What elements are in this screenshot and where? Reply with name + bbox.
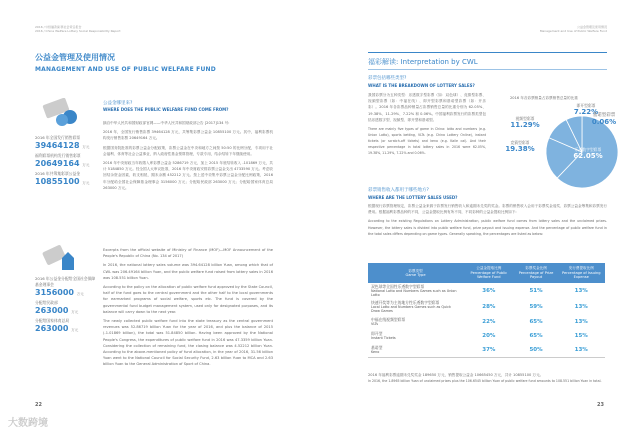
expense-pct: 13% [574, 304, 588, 310]
page-title-en: MANAGEMENT AND USE OF PUBLIC WELFARE FUND [35, 66, 216, 73]
col-game-type: 彩票类型 Game Type [368, 263, 463, 283]
game-type: 即开型 Instant Tickets [371, 331, 396, 340]
question-en: WHERE ARE THE LOTTERY SALES USED? [368, 195, 458, 200]
expense-pct: 15% [574, 333, 588, 339]
paras-zh: 摘自中华人民共和国财政部官网——中华人民共和国财政部公告 [2017]134 号: 2016 年，全国发行销售彩票 39464128 万元，共筹集彩票公益金 10855100 万元。其中，福利彩票机构发行销售彩票 20649164 万元。 根据国务院批准的彩票公益金分配政策，彩票公益金在中央和地方之间按 50:50 的比例分配，专项用于社会福利、体育等社会公益事业，纳入政府性基金预算管理，专款专用，结余结转下年继续使用。 2016 年中央财政当年收缴入库彩票公益金 5286719 万元，加上 2015 年底结转收入 -101869 万元，共计 5184850 万元。经全国人大审议批准，2016 年中央财政安排彩票公益金支出 4733590 万元。考虑收回结余资金因素，收支相抵，期末余额 452212 万元。按上述中央集中彩票公益金分配比例政策，2016 年分配给全国社会保障基金理事会 3156000 万元；分配给民政部 263000 万元；分配给国家体育总局 263000 万元。 [103, 121, 273, 190]
stats-1: 2016 年全国发行销售彩票 39464128 万元 福利彩票机构发行销售彩票 20649164 万元 2016 年共筹集彩票公益金 10855100 万元 [35, 135, 90, 186]
section-title: 福彩解读: Interpretation by CWL [368, 58, 478, 66]
footnote-en: In 2016, the 1.8965 billion Yuan of unclaimed prizes plus the 106.6545 billion Yuan of public welfare fund amounts to 108.551 billion Yuan in total. [368, 379, 602, 384]
document-house-icon [42, 244, 76, 274]
expense-pct: 13% [574, 319, 588, 325]
prize-pct: 59% [529, 304, 543, 310]
fund-pct: 36% [482, 288, 496, 294]
question-zh: 公益金哪里来? [103, 101, 133, 106]
running-header: 公益金管理及使用情况 Management and Use of Public Welfare Fund [539, 25, 607, 33]
game-type: 基诺型 Keno [368, 343, 463, 357]
question-zh: 彩票包括哪些类型? [368, 76, 407, 81]
paras-en: Excerpts from the official website of Ministry of Finance (MOF)—MOF Announcement of the People's Republic of China (No. 134 of 2017) In 2016, the national lottery sales volume was 394.64128 billion Yuan, among which that of CWL was 206.49164 billion Yuan, and the public welfare fund raised from lottery sales in 2016 was 108.551 billion Yuan. According to the policy on the allocation of public welfare fund approved by the State Council, half of the fund goes to the central government and the other half to the local governments for earmarked programs of social welfare, sports etc. The fund is covered by the governmental fund budget management system, used only for designated purposes, and its balance will carry down to the next year. The newly collected public welfare fund into the state treasury as the central government revenues was 52.86719 billion Yuan for the year of 2016, and plus the balance of 2015 (-1.01869 billion), the total was 51.84850 billion. Having been approved by the National People's Congress, the expenditures of public welfare fund in 2016 was 47.3359 billion Yuan. Considering the collection of remaining fund, the closing balance was 4.52212 billion Yuan. According to the above-mentioned policy of fund allocation, in the year of 2016, 31.56 billion Yuan went to the National Council for Social Security Fund, 2.63 billion Yuan to MCA and 2.63 billion Yuan to the General Administration of Sport of China. [103, 248, 273, 367]
fund-pct: 22% [482, 319, 496, 325]
paragraph: There are mainly five types of game in China: lotto and numbers (e.g. Union Lotto), sports betting, VLTs (e.g. China Lottery Online), instant tickets (or scratch-off tickets) and keno (e.g. Kaile cai). And their respective percentage in total lottery sales in 2016 were 62.05%, 19.38%, 11.29%, 7.22% and 0.06%. [368, 127, 486, 156]
right-page [320, 0, 640, 436]
game-type: 中福在线视频型彩票 VLTs [371, 317, 406, 326]
fund-pct: 28% [482, 304, 496, 310]
divider [368, 69, 607, 70]
game-type: 快速开奖等为主的地方性乐透数字型彩票 Local Lotto and Numbers Games such as Quick Draw Games [371, 300, 451, 313]
pie-label-instant: 即开型彩票 7.22% [573, 103, 599, 116]
col-prize: 彩票奖金比例 Percentage of Prize Payout [515, 263, 558, 283]
paragraph: 根据现行彩票管理规定，彩票公益金来源于彩票发行销售收入和逾期未兑奖的奖金。彩票的销售收入会用于彩票奖金返奖、彩票公益金筹集和彩票发行费用。根据福利彩票品种的不同，公益金提取比例有所不同，不同彩种的公益金提取比例如下: [368, 204, 607, 215]
paragraph: 我国彩票分为五种类型：乐透数字型彩票（如：双色球）、竞猜型彩票、视频型彩票（如：中福在线）、即开型彩票和基诺型彩票（如：开乐彩）。2016 年各彩票品种销量占彩票销售总量的比重分别为 62.05%、19.38%、11.29%、7.22% 和 0.06%。中国福利彩票发行的彩票类型包括乐透数字型、视频型、即开型和基诺型。 [368, 93, 486, 122]
page-title-zh: 公益金管理及使用情况 [35, 53, 115, 62]
prize-pct: 51% [529, 288, 543, 294]
stats-2: 2016 年公益金分配给全国社会保障基金理事会 3156000 万元 分配给民政部 263000 万元 分配给国家体育总局 263000 万元 [35, 276, 96, 333]
pie-label-lotto: 乐透数字型彩票 62.05% [573, 147, 603, 160]
fund-pct: 20% [482, 333, 496, 339]
table-row [368, 343, 605, 357]
percentage-table [368, 263, 605, 358]
prize-pct: 65% [529, 319, 543, 325]
pie-label-sports: 竞猜型彩票 19.38% [505, 140, 535, 153]
pie-label-vlt: 视频型彩票 11.29% [510, 116, 540, 129]
prize-pct: 65% [529, 333, 543, 339]
question-en: WHERE DOES THE PUBLIC WELFARE FUND COME FROM? [103, 107, 229, 112]
page-number: 23 [597, 402, 604, 408]
question-en: WHAT IS THE BREAKDOWN OF LOTTERY SALES? [368, 83, 475, 88]
divider [368, 52, 607, 53]
chart-title: 2016 年各彩票销量占彩票销售总量的比重 [510, 96, 578, 100]
prize-pct: 50% [515, 343, 558, 357]
pie-label-keno: 基诺型彩票 0.06% [591, 113, 617, 126]
game-type: 双色球等全国性乐透数字型彩票 National Lotto and Numbers Games such as Union Lotto [371, 284, 457, 297]
expense-pct: 13% [574, 288, 588, 294]
paragraph: According to the existing Regulations on Lottery Administration, public welfare fund comes from lottery sales and the unclaimed prizes. However, the lottery sales is divided into public welfare fund, prize payout and issuing expense. And the percentage of public welfare fund in the total sales differs depending on game types. Generally speaking, the percentages are listed as below: [368, 219, 607, 236]
fund-pct: 37% [463, 343, 515, 357]
col-expense: 发行费提取比例 Percentage of Issuing Expense [557, 263, 605, 283]
money-coins-icon [40, 98, 82, 126]
footnote-zh: 2016 年福利彩票逾期未兑奖奖金 189650 万元，销售提取公益金 10665450 万元，共计 10855100 万元。 [368, 373, 544, 377]
expense-pct: 13% [557, 343, 605, 357]
running-header: 2016 / 中国福利彩票社会责任报告 2016 / China Welfare Lottery Social Responsibility Report [35, 25, 121, 33]
page-number: 22 [35, 402, 42, 408]
watermark: 大数跨境 [8, 418, 48, 429]
table-row [368, 299, 605, 315]
table-row [368, 329, 605, 343]
col-fund: 公益金提取比例 Percentage of Public Welfare Fund [463, 263, 515, 283]
question-zh: 彩票销售收入都用于哪些地方? [368, 188, 429, 193]
table-row [368, 315, 605, 329]
table-row [368, 283, 605, 299]
